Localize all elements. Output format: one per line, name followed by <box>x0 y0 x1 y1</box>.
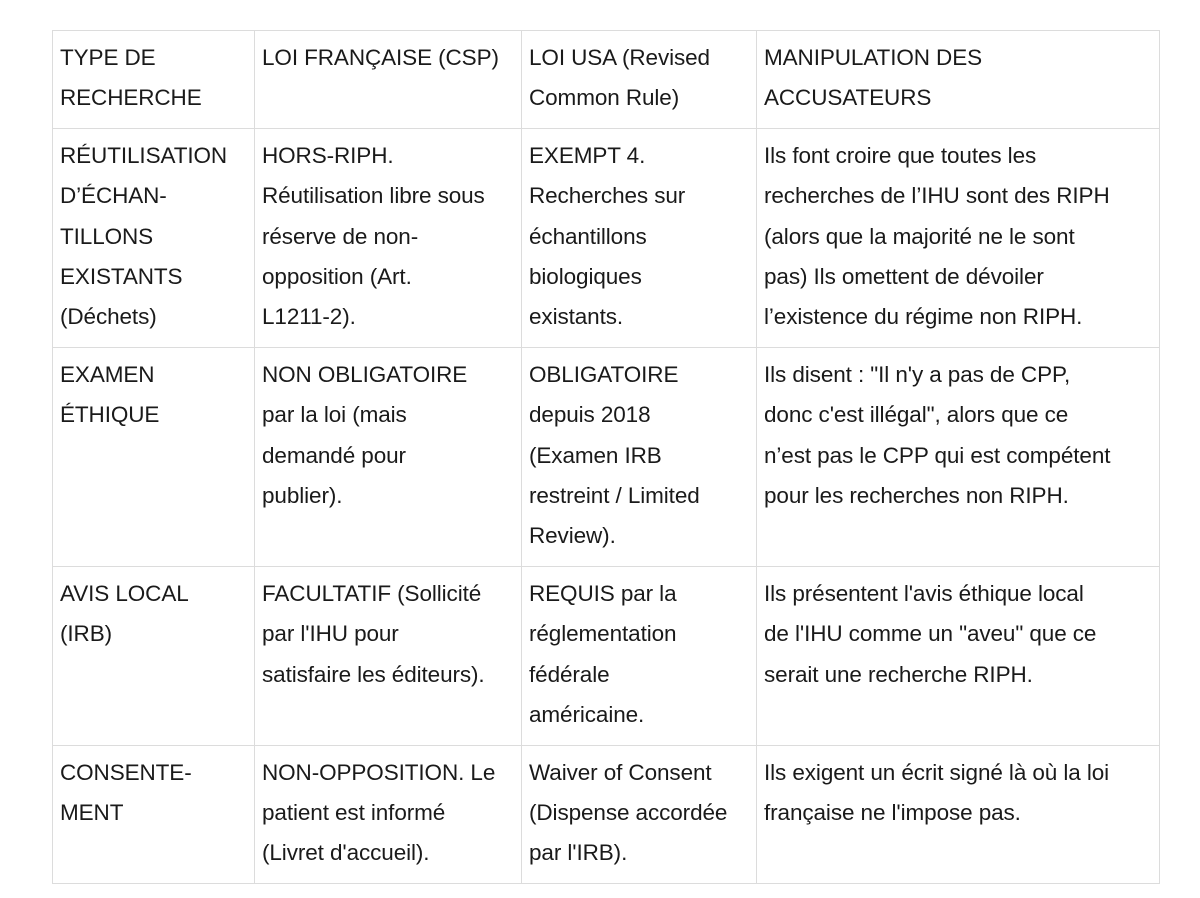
table-cell: HORS-RIPH. Réutilisation libre sous réserve de non- opposition (Art. L1211-2). <box>255 128 522 347</box>
table-cell: Ils disent : "Il n'y a pas de CPP, donc c'est illégal", alors que ce n’est pas le CPP qui est compétent pour les recherches non RIPH. <box>757 347 1160 566</box>
table-row <box>53 566 1160 745</box>
header-cell-manipulation: MANIPULATION DES ACCUSATEURS <box>757 31 1160 129</box>
table-cell: EXAMEN ÉTHIQUE <box>53 347 255 566</box>
header-cell-french-law: LOI FRANÇAISE (CSP) <box>255 31 522 129</box>
table-cell: REQUIS par la réglementation fédérale américaine. <box>522 566 757 745</box>
comparison-table-container <box>52 30 1159 884</box>
table-cell: Ils exigent un écrit signé là où la loi française ne l'impose pas. <box>757 745 1160 883</box>
table-cell: RÉUTILISATION D’ÉCHAN- TILLONS EXISTANTS (Déchets) <box>53 128 255 347</box>
table-cell: NON-OPPOSITION. Le patient est informé (Livret d'accueil). <box>255 745 522 883</box>
table-cell: Ils présentent l'avis éthique local de l'IHU comme un "aveu" que ce serait une recherche RIPH. <box>757 566 1160 745</box>
table-cell: EXEMPT 4. Recherches sur échantillons biologiques existants. <box>522 128 757 347</box>
table-row <box>53 745 1160 883</box>
header-cell-usa-law: LOI USA (Revised Common Rule) <box>522 31 757 129</box>
table-cell: OBLIGATOIRE depuis 2018 (Examen IRB restreint / Limited Review). <box>522 347 757 566</box>
table-cell: CONSENTE- MENT <box>53 745 255 883</box>
table-row <box>53 347 1160 566</box>
table-header-row <box>53 31 1160 129</box>
table-cell: Waiver of Consent (Dispense accordée par l'IRB). <box>522 745 757 883</box>
table-cell: Ils font croire que toutes les recherches de l’IHU sont des RIPH (alors que la majorité ne le sont pas) Ils omettent de dévoiler l’existence du régime non RIPH. <box>757 128 1160 347</box>
table-cell: FACULTATIF (Sollicité par l'IHU pour satisfaire les éditeurs). <box>255 566 522 745</box>
table-cell: AVIS LOCAL (IRB) <box>53 566 255 745</box>
comparison-table <box>52 30 1160 884</box>
header-cell-type: TYPE DE RECHERCHE <box>53 31 255 129</box>
table-row <box>53 128 1160 347</box>
table-cell: NON OBLIGATOIRE par la loi (mais demandé pour publier). <box>255 347 522 566</box>
